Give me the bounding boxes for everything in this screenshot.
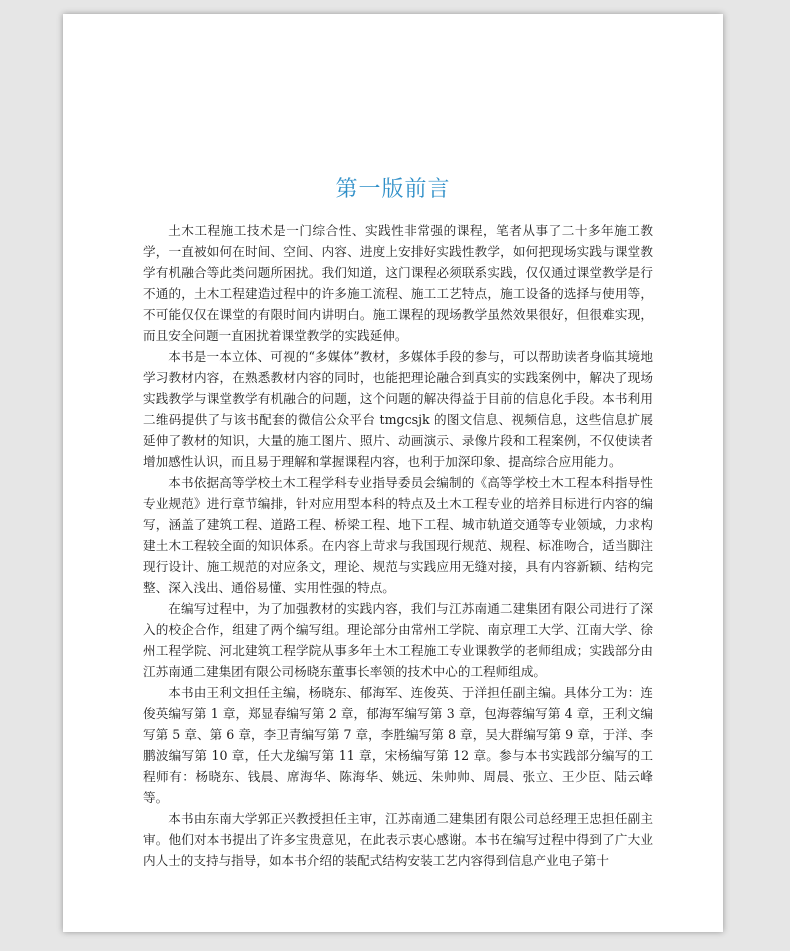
paragraph-5: 本书由王利文担任主编，杨晓东、郁海军、连俊英、于洋担任副主编。具体分工为：连俊英编写第 1 章，郑显春编写第 2 章，郁海军编写第 3 章，包海蓉编写第 4 章，王利文编写第 5 章、第 6 章，李卫青编写第 7 章，李胜编写第 8 章，吴大群编写第 9 章，于洋、李鹏波编写第 10 章，任大龙编写第 11 章，宋杨编写第 12 章。参与本书实践部分编写的工程师有：杨晓东、钱晨、席海华、陈海华、姚远、朱帅帅、周晨、张立、王少臣、陆云峰等。 [143,685,653,805]
page-title: 第一版前言 [335,177,451,202]
paragraph-2: 本书是一本立体、可视的“多媒体”教材，多媒体手段的参与，可以帮助读者身临其境地学习教材内容，在熟悉教材内容的同时，也能把理论融合到真实的实践案例中，解决了现场实践教学与课堂教学有机融合的问题，这个问题的解决得益于目前的信息化手段。本书利用二维码提供了与该书配套的微信公众平台 tmgcsjk 的图文信息、视频信息，这些信息扩展延伸了教材的知识，大量的施工图片、照片、动画演示、录像片段和工程案例，不仅使读者增加感性认识，而且易于理解和掌握课程内容，也利于加深印象、提高综合应用能力。 [143,349,653,469]
preface-body [143,220,653,871]
paragraph-1: 土木工程施工技术是一门综合性、实践性非常强的课程，笔者从事了二十多年施工教学，一直被如何在时间、空间、内容、进度上安排好实践性教学，如何把现场实践与课堂教学有机融合等此类问题所困扰。我们知道，这门课程必须联系实践，仅仅通过课堂教学是行不通的，土木工程建造过程中的许多施工流程、施工工艺特点，施工设备的选择与使用等，不可能仅仅在课堂的有限时间内讲明白。施工课程的现场教学虽然效果很好，但很难实现，而且安全问题一直困扰着课堂教学的实践延伸。 [143,223,653,343]
paragraph-4: 在编写过程中，为了加强教材的实践内容，我们与江苏南通二建集团有限公司进行了深入的校企合作，组建了两个编写组。理论部分由常州工学院、南京理工大学、江南大学、徐州工程学院、河北建筑工程学院从事多年土木工程施工专业课教学的老师组成；实践部分由江苏南通二建集团有限公司杨晓东董事长率领的技术中心的工程师组成。 [143,601,653,679]
paragraph-6: 本书由东南大学郭正兴教授担任主审，江苏南通二建集团有限公司总经理王忠担任副主审。他们对本书提出了许多宝贵意见，在此表示衷心感谢。本书在编写过程中得到了广大业内人士的支持与指导，如本书介绍的装配式结构安装工艺内容得到信息产业电子第十 [143,811,653,868]
paragraph-3: 本书依据高等学校土木工程学科专业指导委员会编制的《高等学校土木工程本科指导性专业规范》进行章节编排，针对应用型本科的特点及土木工程专业的培养目标进行内容的编写，涵盖了建筑工程、道路工程、桥梁工程、地下工程、城市轨道交通等专业领域，力求构建土木工程较全面的知识体系。在内容上苛求与我国现行规范、规程、标准吻合，适当脚注现行设计、施工规范的对应条文，理论、规范与实践应用无缝对接，具有内容新颖、结构完整、深入浅出、通俗易懂、实用性强的特点。 [143,475,653,595]
book-page [63,14,723,932]
